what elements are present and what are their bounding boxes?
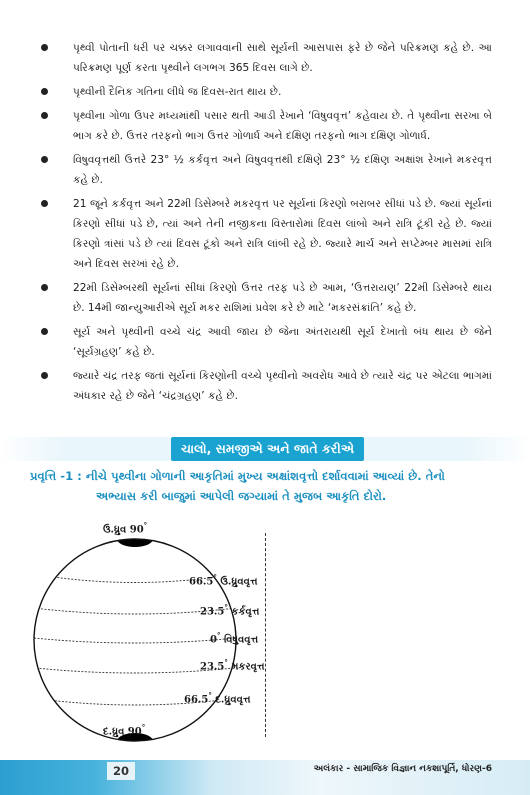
bullet-item [0, 278, 530, 318]
bullet-dot [41, 112, 48, 119]
activity-line-1: પ્રવૃત્તિ -1 : નીચે પૃથ્વીના ગોળાની આકૃતિમાં મુખ્ય અક્ષાંશવૃત્તો દર્શાવવામાં આવ્યાં છે. તેનો [30, 469, 445, 483]
activity-instruction [30, 466, 500, 506]
bullet-item [0, 150, 530, 190]
bullet-dot [41, 200, 48, 207]
section-banner [0, 437, 530, 461]
tropic-of-capricorn-label: 23.5° મકરવૃત્ત [200, 658, 265, 673]
section-title: ચાલો, સમજીએ અને જાતે કરીએ [171, 437, 364, 461]
footer-book-title: અલંકાર - સામાજિક વિજ્ઞાન નકશાપૂર્તિ, ધોરણ-6 [313, 764, 492, 774]
bullet-text: 22મી ડિસેમ્બરથી સૂર્યનાં સીધાં કિરણો ઉત્તર તરફ પડે છે આમ, ‘ઉત્તરાયણ’ 22મી ડિસેમ્બરે થાય છે. 14મી જાન્યુઆરીએ સૂર્ય મકર રાશિમાં પ્રવેશ કરે છે માટે ‘મકરસંક્રાંતિ’ કહે છે. [73, 282, 492, 314]
bullet-item [0, 82, 530, 102]
bullet-item [0, 366, 530, 406]
activity-line-2: અભ્યાસ કરી બાજુમાં આપેલી જગ્યામાં તે મુજબ આકૃતિ દોરો. [96, 489, 387, 503]
equator-line [34, 638, 236, 643]
bullet-text: જ્યારે ચંદ્ર તરફ જતાં સૂર્યનાં કિરણોની વચ્ચે પૃથ્વીનો અવરોધ આવે છે ત્યારે ચંદ્ર પર એટલા ભાગમાં અંધકાર રહે છે જેને ‘ચંદ્રગ્રહણ’ કહે છે. [73, 370, 492, 402]
bullet-text: 21 જૂને કર્કવૃત્ત અને 22મી ડિસેમ્બરે મકરવૃત્ત પર સૂર્યનાં કિરણો બરાબર સીધાં પડે છે. જ્યાં સૂર્યનાં કિરણો સીધાં પડે છે, ત્યાં અને તેની નજીકના વિસ્તારોમાં દિવસ લાંબો અને રાત્રિ ટૂંકી રહે છે. જ્યાં કિરણો ત્રાંસાં પડે છે ત્યાં દિવસ ટૂંકો અને રાત્રિ લાંબી રહે છે. જ્યારે માર્ચ અને સપ્ટેમ્બર માસમાં રાત્રિ અને દિવસ સરખાં રહે છે. [73, 198, 492, 270]
bullet-text: પૃથ્વી પોતાની ધરી પર ચક્કર લગાવવાની સાથે સૂર્યની આસપાસ ફરે છે જેને પરિક્રમણ કહે છે. આ પરિક્રમણ પૂર્ણ કરતા પૃથ્વીને લગભગ 365 દિવસ લાગે છે. [73, 42, 492, 74]
bullet-dot [41, 372, 48, 379]
globe-outline [34, 539, 236, 741]
page-number: 20 [107, 762, 135, 780]
bullet-dot [41, 328, 48, 335]
bullet-text: સૂર્ય અને પૃથ્વીની વચ્ચે ચંદ્ર આવી જાય છે જેના અંતરાયથી સૂર્ય દેખાતો બંધ થાય છે જેને ‘સૂર્યગ્રહણ’ કહે છે. [73, 326, 492, 358]
bullet-item [0, 38, 530, 78]
page-footer [0, 760, 530, 795]
bullet-item [0, 106, 530, 146]
bullet-item [0, 322, 530, 362]
north-pole-label: ઉ.ધ્રુવ 90° [103, 521, 148, 536]
bullet-text: પૃથ્વીની દૈનિક ગતિના લીધે જ દિવસ-રાત થાય છે. [73, 86, 282, 98]
equator-label: 0° વિષુવવૃત્ત [210, 631, 259, 646]
tropic-of-cancer-label: 23.5° કર્કવૃત્ત [200, 603, 260, 618]
bullet-item [0, 194, 530, 274]
drawing-space-divider [265, 533, 266, 737]
bullet-dot [41, 88, 48, 95]
bullet-dot [41, 284, 48, 291]
globe-diagram [0, 521, 300, 750]
bullet-list [0, 38, 530, 410]
bullet-text: વિષુવવૃત્તથી ઉત્તરે 23° ½ કર્કવૃત્ત અને વિષુવવૃત્તથી દક્ષિણે 23° ½ દક્ષિણ અક્ષાંશ રેખાને મકરવૃત્ત કહે છે. [73, 154, 492, 186]
bullet-dot [41, 156, 48, 163]
bullet-text: પૃથ્વીના ગોળા ઉપર મધ્યમાંથી પસાર થતી આડી રેખાને ‘વિષુવવૃત્ત’ કહેવાય છે. તે પૃથ્વીના સરખા બે ભાગ કરે છે. ઉત્તર તરફનો ભાગ ઉત્તર ગોળાર્ધ અને દક્ષિણ તરફનો ભાગ દક્ષિણ ગોળાર્ધ. [73, 110, 492, 142]
bullet-dot [41, 44, 48, 51]
south-pole-label: દ.ધ્રુવ 90° [103, 723, 146, 738]
antarctic-circle-label: 66.5° દ.ધ્રુવવૃત્ત [184, 691, 251, 706]
arctic-circle-label: 66.5° ઉ.ધ્રુવવૃત્ત [189, 573, 258, 588]
